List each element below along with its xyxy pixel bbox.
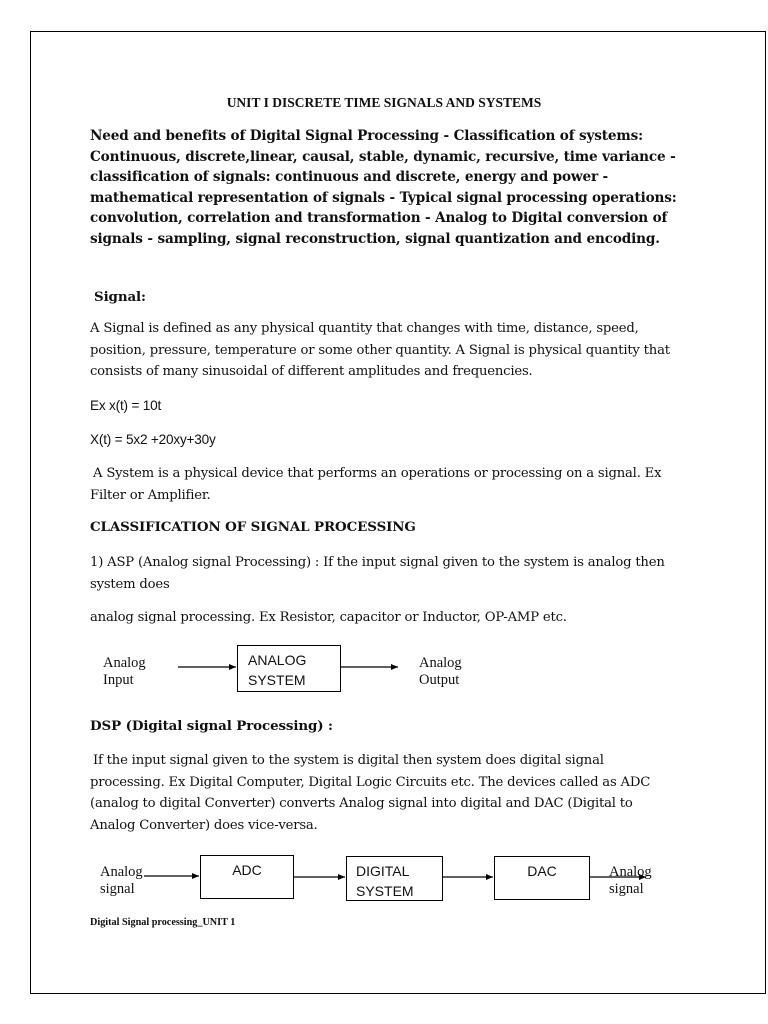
dsp-description: If the input signal given to the system is digital then system does digital signal processing. Ex Digital Computer, Digital Logic Circuits etc. The devices called as ADC (analog to digital Converter) converts Analog signal into digital and DAC (Digital to Analog Converter) does vice-versa. xyxy=(90,753,651,834)
dac-box xyxy=(494,856,590,900)
digital-system-line2: SYSTEM xyxy=(356,883,414,899)
dsp-heading: DSP (Digital signal Processing) : xyxy=(90,718,333,734)
dac-label: DAC xyxy=(527,863,557,879)
analog-output-label xyxy=(419,655,462,689)
system-definition: A System is a physical device that performs an operations or processing on a signal. Ex Filter or Amplifier. xyxy=(90,466,662,503)
digital-output-line2: signal xyxy=(609,881,644,897)
signal-heading: Signal: xyxy=(94,289,146,305)
syllabus-intro: Need and benefits of Digital Signal Processing - Classification of systems: Continuous, discrete,linear, causal, stable, dynamic, recursive, time variance - classification of signals: continuous and discrete, energy and power - mathematical representation of signals - Typical signal processing operations: convolution, correlation and transformation - Analog to Digital conversion of signals - sampling, signal reconstruction, signal quantization and encoding. xyxy=(90,128,677,247)
classification-heading: CLASSIFICATION OF SIGNAL PROCESSING xyxy=(90,519,416,535)
digital-input-label xyxy=(100,864,143,898)
analog-input-line2: Input xyxy=(103,672,134,688)
analog-system-line1: ANALOG xyxy=(248,652,307,668)
digital-output-line1: Analog xyxy=(609,864,652,880)
digital-output-label xyxy=(609,864,652,898)
signal-example-1: Ex x(t) = 10t xyxy=(90,398,162,413)
analog-system-line2: SYSTEM xyxy=(248,672,306,688)
adc-label: ADC xyxy=(232,862,262,878)
signal-example-2: X(t) = 5x2 +20xy+30y xyxy=(90,432,216,447)
digital-input-line2: signal xyxy=(100,881,135,897)
asp-description: 1) ASP (Analog signal Processing) : If the input signal given to the system is analog then system does xyxy=(90,555,665,592)
signal-definition: A Signal is defined as any physical quantity that changes with time, distance, speed, position, pressure, temperature or some other quantity. A Signal is physical quantity that consists of many sinusoidal of different amplitudes and frequencies. xyxy=(90,321,670,380)
digital-system-box xyxy=(346,856,443,901)
analog-system-box xyxy=(237,645,341,692)
document-title: UNIT I DISCRETE TIME SIGNALS AND SYSTEMS xyxy=(226,95,542,110)
analog-output-line1: Analog xyxy=(419,655,462,671)
digital-input-line1: Analog xyxy=(100,864,143,880)
analog-input-line1: Analog xyxy=(103,655,146,671)
page-footer: Digital Signal processing_UNIT 1 xyxy=(90,917,236,928)
analog-input-label xyxy=(103,655,146,689)
digital-system-line1: DIGITAL xyxy=(356,863,410,879)
asp-description-cont: analog signal processing. Ex Resistor, capacitor or Inductor, OP-AMP etc. xyxy=(90,610,567,625)
analog-output-line2: Output xyxy=(419,672,460,688)
adc-box xyxy=(200,855,294,899)
